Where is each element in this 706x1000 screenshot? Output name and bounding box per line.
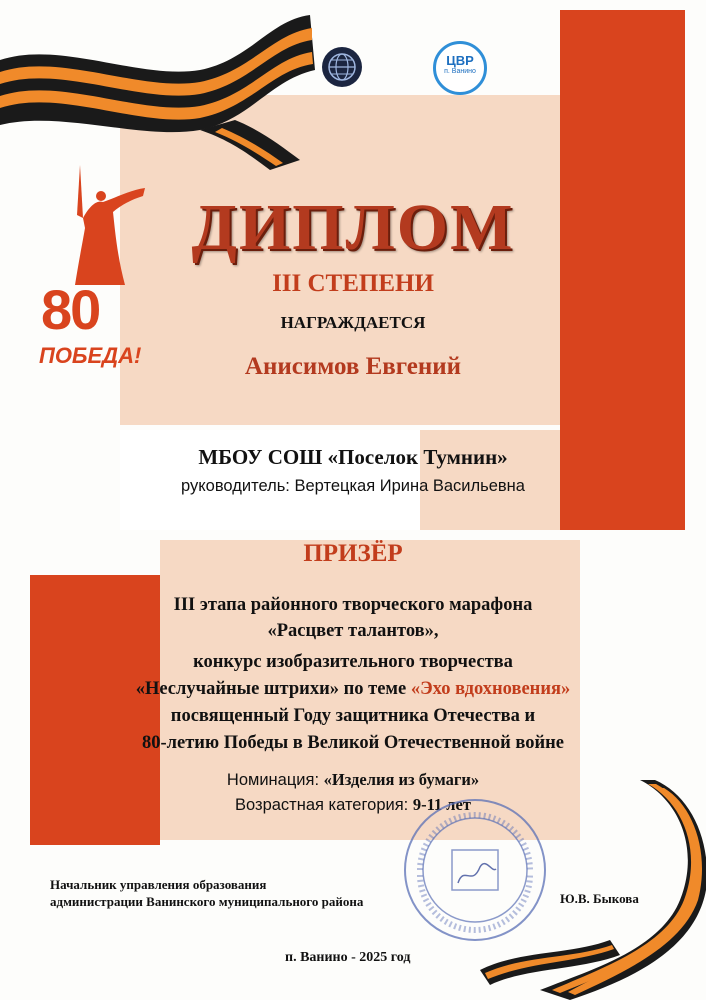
globe-emblem-icon — [322, 47, 362, 87]
signatory-name: Ю.В. Быкова — [560, 891, 639, 906]
age-value: 9-11 лет — [412, 795, 471, 814]
body-line-1: III этапа районного творческого марафона — [173, 595, 533, 615]
leader-line: руководитель: Вертецкая Ирина Васильевна — [181, 477, 525, 495]
st-george-ribbon-top — [0, 0, 320, 175]
body-line-6: 80-летию Победы в Великой Отечественной войне — [141, 733, 565, 753]
signatory-position — [50, 876, 363, 910]
theme-title: «Эхо вдохновения» — [410, 679, 571, 699]
nomination-line — [0, 769, 706, 791]
signatory-position-line-1: Начальник управления образования — [50, 877, 267, 892]
emblem-number: 80 — [41, 278, 100, 341]
prize-title: ПРИЗЁР — [303, 540, 403, 567]
official-stamp — [400, 795, 550, 945]
awarded-label: НАГРАЖДАЕТСЯ — [280, 313, 426, 332]
school-name: МБОУ СОШ «Поселок Тумнин» — [198, 445, 508, 469]
age-line — [0, 794, 706, 816]
cvr-logo — [433, 41, 487, 95]
cvr-logo-subtext: п. Ванино — [444, 68, 476, 75]
diploma-title: ДИПЛОМ — [191, 191, 515, 264]
body-line-5: посвященный Году защитника Отечества и — [170, 706, 536, 726]
body-line-4 — [0, 677, 706, 701]
body-line-3: конкурс изобразительного творчества — [193, 652, 513, 672]
signatory-position-line-2: администрации Ванинского муниципального района — [50, 894, 364, 909]
diploma-degree: III СТЕПЕНИ — [272, 270, 434, 297]
body-line-2: «Расцвет талантов», — [267, 621, 439, 641]
recipient-name: Анисимов Евгений — [244, 353, 462, 380]
cvr-logo-text: ЦВР — [446, 53, 474, 68]
emblem-caption: ПОБЕДА! — [39, 343, 142, 368]
age-label: Возрастная категория: — [235, 796, 413, 814]
footer-place-year: п. Ванино - 2025 год — [285, 950, 411, 965]
body-line-4-text: «Неслучайные штрихи» по теме — [135, 679, 411, 699]
nomination-label: Номинация: — [226, 771, 324, 789]
nomination-value: «Изделия из бумаги» — [323, 770, 480, 789]
